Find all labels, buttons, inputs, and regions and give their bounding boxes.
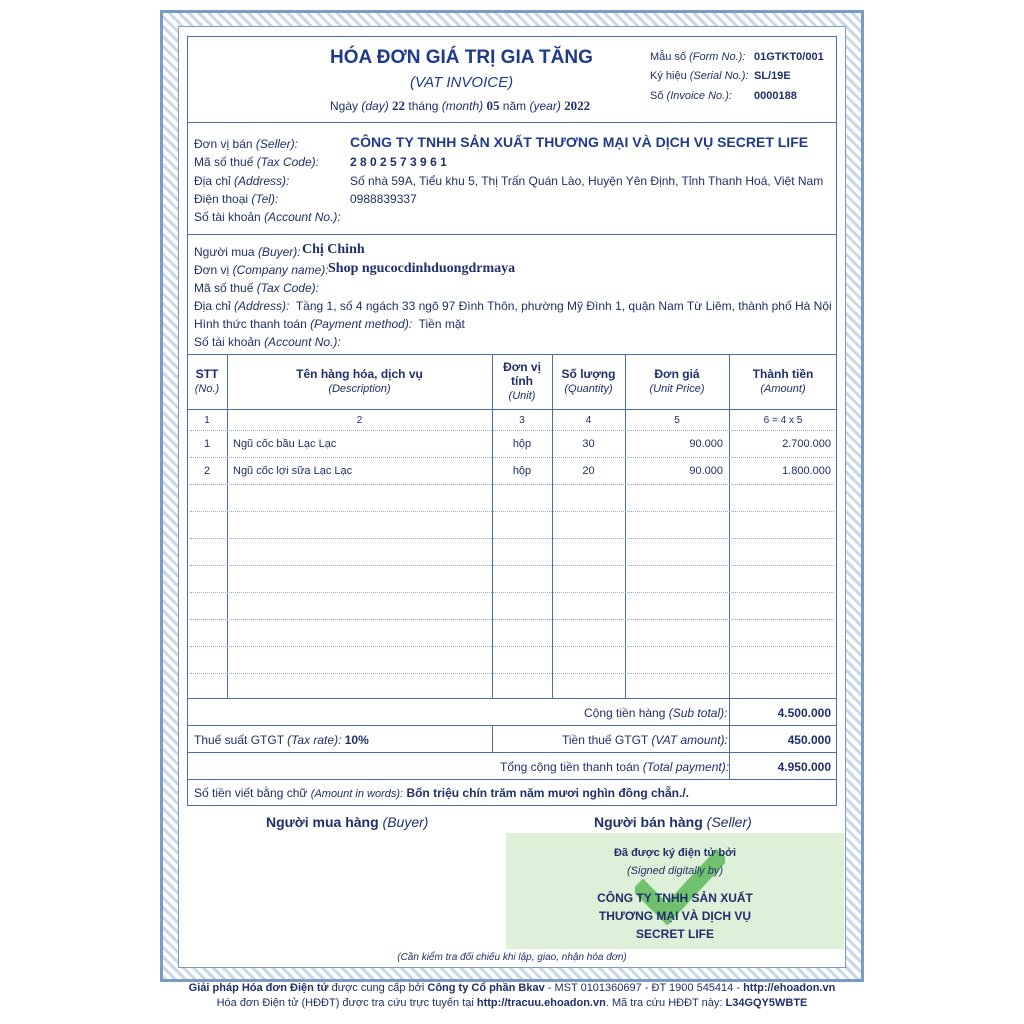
vat-label: Tiền thuế GTGT (VAT amount): — [562, 733, 728, 747]
row-divider — [190, 538, 834, 539]
amount-in-words: Bốn triệu chín trăm năm mươi nghìn đồng chẵn./. — [406, 786, 689, 800]
signer-name-line: THƯƠNG MẠI VÀ DỊCH VỤ — [598, 909, 752, 923]
row-divider — [190, 484, 834, 485]
buyer-signature-label: Người mua hàng (Buyer) — [266, 814, 429, 830]
col-number: 4 — [585, 415, 592, 426]
subtotal-value: 4.500.000 — [777, 706, 831, 720]
col-divider — [492, 725, 493, 752]
divider — [187, 354, 837, 355]
table-row: 30 — [582, 438, 595, 450]
buyer-address: Tầng 1, số 4 ngách 33 ngõ 97 Đình Thôn, phường Mỹ Đình 1, quận Nam Từ Liêm, thành phố Hà Nội — [295, 299, 832, 313]
invoice-no-label: Số (Invoice No.): — [650, 90, 732, 102]
buyer-tax-label: Mã số thuế (Tax Code): — [194, 281, 319, 295]
divider — [187, 122, 837, 123]
divider — [187, 409, 837, 410]
col-number: 5 — [674, 415, 680, 426]
table-row: Ngũ cốc bầu Lạc Lạc — [233, 438, 337, 450]
divider — [187, 779, 837, 780]
divider — [187, 234, 837, 235]
col-divider — [729, 698, 730, 779]
col-number: 3 — [519, 415, 525, 426]
row-divider — [190, 457, 834, 458]
table-row: Ngũ cốc lợi sữa Lạc Lạc — [233, 465, 353, 477]
divider — [187, 752, 837, 753]
form-no-label: Mẫu số (Form No.): — [650, 51, 746, 63]
col-header-quantity: Số lượng (Quantity) — [561, 367, 616, 395]
col-number: 6 = 4 x 5 — [763, 415, 803, 426]
vat-value: 450.000 — [787, 733, 831, 747]
row-divider — [190, 619, 834, 620]
buyer-name: Chị Chinh — [302, 242, 365, 257]
table-row: 1.800.000 — [782, 465, 831, 477]
col-header-no: STT (No.) — [194, 367, 220, 395]
col-header-description: Tên hàng hóa, dịch vụ (Description) — [296, 367, 423, 395]
tax-rate-value: 10% — [344, 733, 369, 747]
row-divider — [190, 646, 834, 647]
table-row: hộp — [512, 465, 532, 477]
buyer-company-label: Đơn vị (Company name): — [194, 263, 329, 277]
footer-line-2: Hóa đơn Điện tử (HĐĐT) được tra cứu trực tuyến tại http://tracuu.ehoadon.vn. Mã tra cứu HĐĐT này: L34GQY5WBTE — [216, 997, 808, 1009]
buyer-payment: Tiền mặt — [418, 317, 465, 331]
col-header-amount: Thành tiền (Amount) — [752, 367, 814, 395]
lookup-code: L34GQY5WBTE — [725, 997, 808, 1009]
buyer-name-label: Người mua (Buyer): — [194, 245, 301, 259]
footer-lookup-link[interactable]: http://tracuu.ehoadon.vn — [476, 997, 606, 1009]
verification-note: (Cần kiểm tra đối chiếu khi lập, giao, nhận hóa đơn) — [397, 952, 627, 963]
serial-no: SL/19E — [754, 70, 791, 82]
table-row: 1 — [203, 438, 211, 450]
table-row: 90.000 — [689, 465, 723, 477]
subtotal-label: Cộng tiền hàng (Sub total): — [584, 706, 728, 720]
tax-rate-row: Thuế suất GTGT (Tax rate): 10% — [194, 733, 369, 747]
invoice-subtitle: (VAT INVOICE) — [410, 74, 514, 91]
row-divider — [190, 673, 834, 674]
table-row: 20 — [582, 465, 595, 477]
signed-by-label-en: (Signed digitally by) — [627, 865, 723, 877]
footer-link[interactable]: http://ehoadon.vn — [743, 982, 836, 994]
table-row: 2.700.000 — [782, 438, 831, 450]
divider — [187, 698, 837, 699]
seller-name: CÔNG TY TNHH SẢN XUẤT THƯƠNG MẠI VÀ DỊCH VỤ SECRET LIFE — [350, 134, 809, 150]
seller-address-label: Địa chỉ (Address): — [194, 174, 290, 188]
invoice-no: 0000188 — [754, 90, 797, 102]
seller-tel: 0988839337 — [350, 192, 417, 206]
total-label: Tổng cộng tiền thanh toán (Total payment): — [500, 760, 730, 774]
seller-tel-label: Điện thoại (Tel): — [194, 192, 279, 206]
buyer-company: Shop ngucocdinhduongdrmaya — [328, 261, 516, 276]
row-divider — [190, 430, 834, 431]
form-no: 01GTKT0/001 — [754, 51, 824, 63]
total-value: 4.950.000 — [777, 760, 831, 774]
seller-signature-label: Người bán hàng (Seller) — [594, 814, 752, 830]
col-header-unit-price: Đơn giá (Unit Price) — [649, 367, 705, 395]
buyer-payment-row: Hình thức thanh toán (Payment method): Tiền mặt — [194, 317, 465, 331]
table-row: 90.000 — [689, 438, 723, 450]
row-divider — [190, 592, 834, 593]
table-row: 2 — [203, 465, 211, 477]
row-divider — [190, 511, 834, 512]
col-number: 2 — [356, 415, 363, 426]
buyer-account-label: Số tài khoản (Account No.): — [194, 335, 341, 349]
row-divider — [190, 565, 834, 566]
amount-in-words-row: Số tiền viết bằng chữ (Amount in words): Bốn triệu chín trăm năm mươi nghìn đồng chẵn./. — [194, 786, 689, 800]
seller-account-label: Số tài khoản (Account No.): — [194, 210, 341, 224]
seller-address: Số nhà 59A, Tiểu khu 5, Thị Trấn Quán Lào, Huyện Yên Định, Tỉnh Thanh Hoá, Việt Nam — [350, 174, 824, 188]
signer-name-line: CÔNG TY TNHH SẢN XUẤT — [597, 891, 753, 905]
seller-name-label: Đơn vị bán (Seller): — [194, 137, 298, 151]
seller-tax-code: 2 8 0 2 5 7 3 9 6 1 — [350, 155, 447, 169]
signed-by-label: Đã được ký điện tử bởi — [613, 847, 737, 859]
divider — [187, 725, 837, 726]
signer-name-line: SECRET LIFE — [635, 927, 714, 941]
buyer-address-row: Địa chỉ (Address): Tầng 1, số 4 ngách 33 ngõ 97 Đình Thôn, phường Mỹ Đình 1, quận Nam Từ Liêm, thành phố Hà Nội — [194, 299, 832, 313]
footer-line-1: Giải pháp Hóa đơn Điện tử được cung cấp bởi Công ty Cổ phần Bkav - MST 0101360697 - ĐT 1900 545414 - http://ehoadon.vn — [188, 982, 836, 994]
table-row: hộp — [512, 438, 532, 450]
invoice-title: HÓA ĐƠN GIÁ TRỊ GIA TĂNG — [330, 47, 593, 68]
invoice-date: Ngày (day) 22 tháng (month) 05 năm (year) 2022 — [330, 98, 591, 113]
col-number: 1 — [204, 415, 210, 426]
col-header-unit: Đơn vị tính (Unit) — [503, 360, 541, 402]
serial-no-label: Ký hiệu (Serial No.): — [650, 70, 749, 82]
seller-tax-label: Mã số thuế (Tax Code): — [194, 155, 319, 169]
